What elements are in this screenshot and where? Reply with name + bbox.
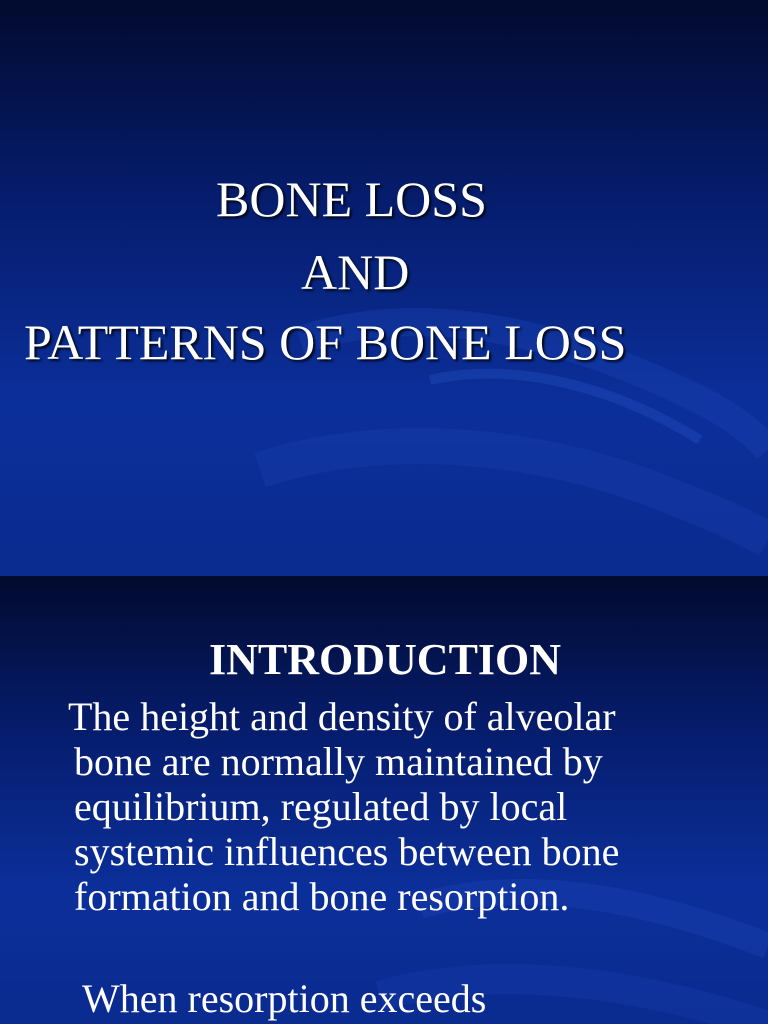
section-heading: INTRODUCTION	[209, 635, 562, 684]
second-paragraph: When resorption exceeds	[82, 976, 487, 1021]
intro-paragraph	[68, 694, 619, 919]
paragraph-line: The height and density of alveolar	[68, 694, 616, 739]
paragraph-line: equilibrium, regulated by local	[74, 784, 568, 829]
slide-title-line-2: AND	[301, 244, 410, 300]
introduction-slide	[0, 576, 768, 1024]
paragraph-line: bone are normally maintained by	[74, 739, 603, 784]
slide-title-line-3: PATTERNS OF BONE LOSS	[24, 314, 627, 370]
paragraph-line: formation and bone resorption.	[74, 874, 570, 919]
slide-title-line-1: BONE LOSS	[216, 171, 487, 227]
paragraph-line: systemic influences between bone	[74, 829, 620, 874]
